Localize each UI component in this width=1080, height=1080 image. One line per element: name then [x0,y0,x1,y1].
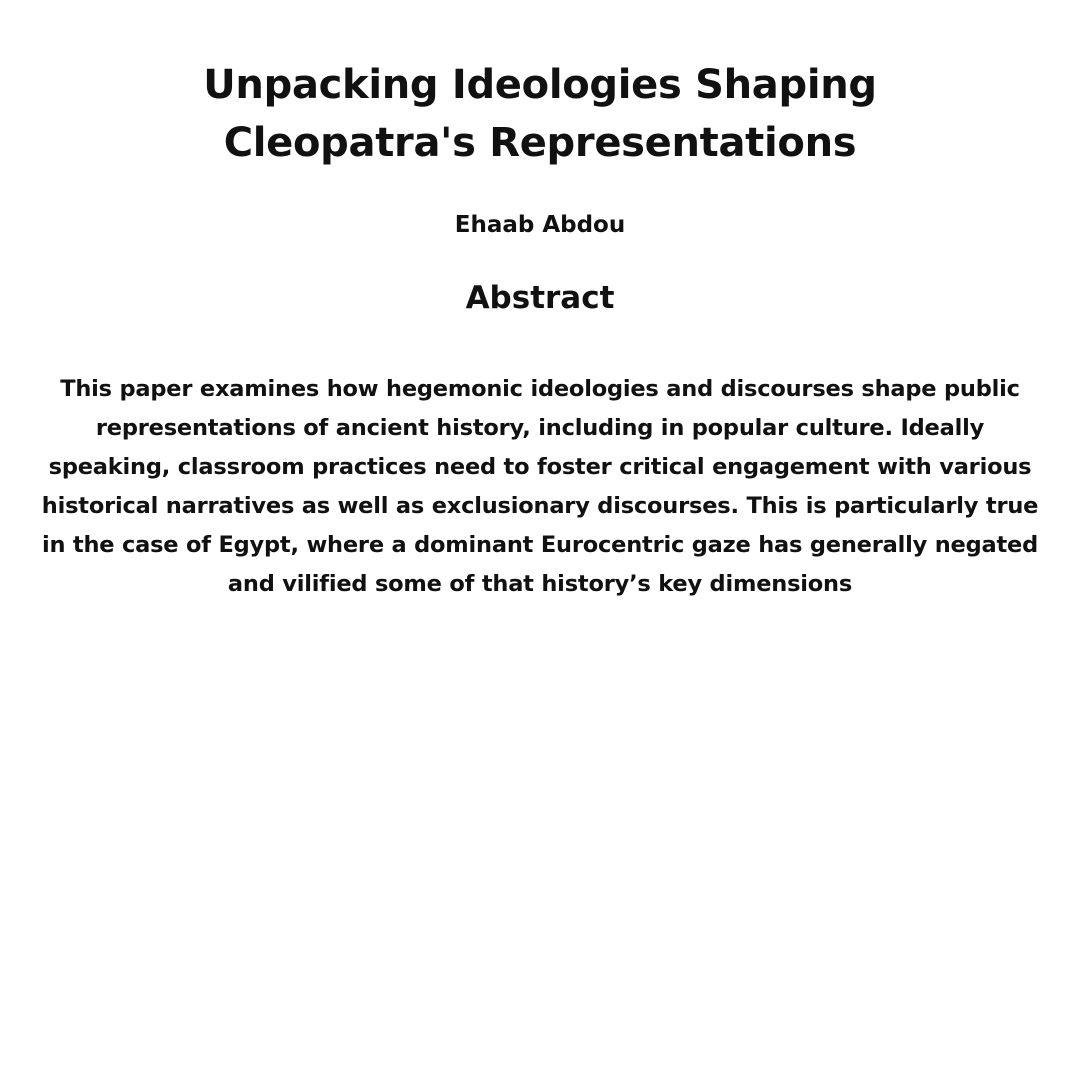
paper-title: Unpacking Ideologies Shaping Cleopatra's Representations [203,62,877,166]
abstract-heading: Abstract [465,280,615,316]
abstract-text: This paper examines how hegemonic ideologies and discourses shape public representations of ancient history, including in popular culture. Ideally speaking, classroom practices need to foster critical engagement with various historical narratives as well as exclusionary discourses. This is particularly true in the case of Egypt, where a dominant Eurocentric gaze has generally negated and vilified some of that history’s key dimensions [41,376,1039,597]
author-name: Ehaab Abdou [454,212,626,238]
